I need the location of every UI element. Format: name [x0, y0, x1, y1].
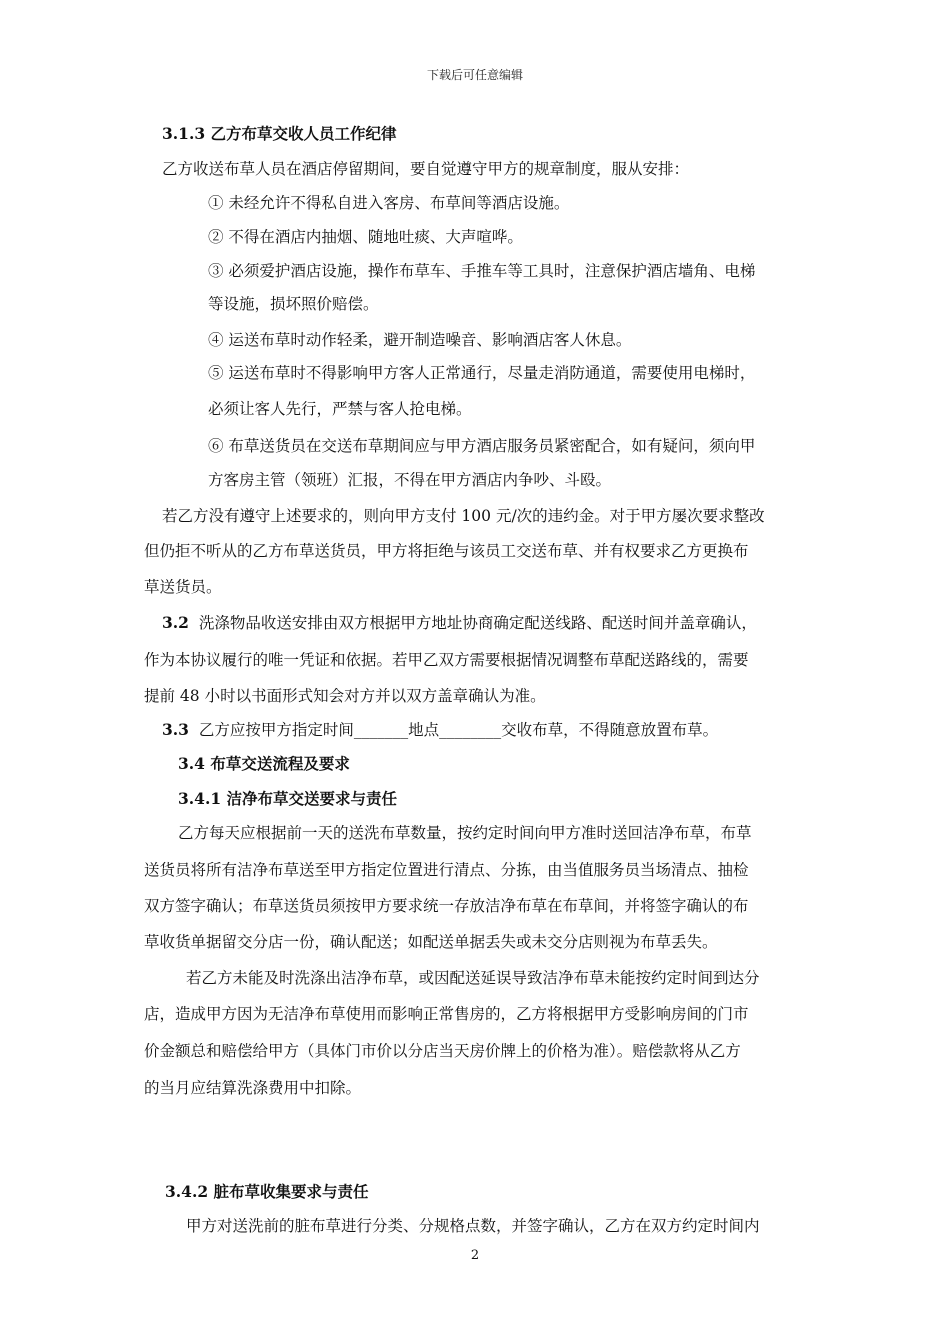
clause-number: 3.3: [162, 720, 189, 739]
paragraph-line: 作为本协议履行的唯一凭证和依据。若甲乙双方需要根据情况调整布草配送路线的，需要: [144, 651, 749, 669]
heading-3-4: 3.4 布草交送流程及要求: [178, 754, 350, 773]
heading-3-4-2: 3.4.2 脏布草收集要求与责任: [165, 1182, 369, 1201]
list-item-5: ⑤ 运送布草时不得影响甲方客人正常通行，尽量走消防通道，需要使用电梯时，: [208, 364, 756, 382]
list-item-3: ③ 必须爱护酒店设施，操作布草车、手推车等工具时，注意保护酒店墙角、电梯: [208, 262, 756, 280]
list-item-4: ④ 运送布草时动作轻柔，避开制造噪音、影响酒店客人休息。: [208, 331, 632, 349]
list-item-6: ⑥ 布草送货员在交送布草期间应与甲方酒店服务员紧密配合，如有疑问，须向甲: [208, 437, 756, 455]
heading-3-4-1: 3.4.1 洁净布草交送要求与责任: [178, 789, 398, 808]
clause-number: 3.2: [162, 613, 189, 632]
clause-text: 洗涤物品收送安排由双方根据甲方地址协商确定配送线路、配送时间并盖章确认，: [198, 614, 757, 632]
paragraph-line: 草收货单据留交分店一份，确认配送；如配送单据丢失或未交分店则视为布草丢失。: [144, 933, 718, 951]
paragraph-line: 店，造成甲方因为无洁净布草使用而影响正常售房的，乙方将根据甲方受影响房间的门市: [144, 1005, 749, 1023]
paragraph-line: 若乙方没有遵守上述要求的，则向甲方支付 100 元/次的违约金。对于甲方屡次要求整改: [162, 507, 765, 525]
paragraph-line: 的当月应结算洗涤费用中扣除。: [144, 1079, 362, 1097]
paragraph-line: 但仍拒不听从的乙方布草送货员，甲方将拒绝与该员工交送布草、并有权要求乙方更换布: [144, 542, 749, 560]
list-item-3-cont: 等设施，损坏照价赔偿。: [208, 295, 379, 313]
clause-3-2-line: [162, 613, 757, 633]
heading-3-1-3: 3.1.3 乙方布草交收人员工作纪律: [162, 124, 397, 143]
list-item-6-cont: 方客房主管（领班）汇报，不得在甲方酒店内争吵、斗殴。: [208, 471, 612, 489]
list-item-2: ② 不得在酒店内抽烟、随地吐痰、大声喧哗。: [208, 228, 523, 246]
paragraph-line: 送货员将所有洁净布草送至甲方指定位置进行清点、分拣，由当值服务员当场清点、抽检: [144, 861, 749, 879]
paragraph-line: 若乙方未能及时洗涤出洁净布草，或因配送延误导致洁净布草未能按约定时间到达分: [186, 969, 760, 987]
paragraph-line: 价金额总和赔偿给甲方（具体门市价以分店当天房价牌上的价格为准）。赔偿款将从乙方: [144, 1042, 741, 1060]
paragraph-line: 甲方对送洗前的脏布草进行分类、分规格点数，并签字确认，乙方在双方约定时间内: [186, 1217, 760, 1235]
paragraph-line: 双方签字确认；布草送货员须按甲方要求统一存放洁净布草在布草间，并将签字确认的布: [144, 897, 749, 915]
paragraph-line: 乙方收送布草人员在酒店停留期间，要自觉遵守甲方的规章制度，服从安排：: [162, 160, 690, 178]
page-number: 2: [470, 1248, 480, 1263]
paragraph-line: 提前 48 小时以书面形式知会对方并以双方盖章确认为准。: [144, 687, 546, 705]
clause-3-3-line: [162, 720, 718, 740]
page-header: 下载后可任意编辑: [426, 68, 523, 82]
clause-text: 乙方应按甲方指定时间_______地点________交收布草，不得随意放置布草。: [198, 721, 719, 739]
paragraph-line: 乙方每天应根据前一天的送洗布草数量，按约定时间向甲方准时送回洁净布草，布草: [178, 824, 752, 842]
list-item-5-cont: 必须让客人先行，严禁与客人抢电梯。: [208, 400, 472, 418]
paragraph-line: 草送货员。: [144, 578, 222, 596]
list-item-1: ① 未经允许不得私自进入客房、布草间等酒店设施。: [208, 194, 570, 212]
